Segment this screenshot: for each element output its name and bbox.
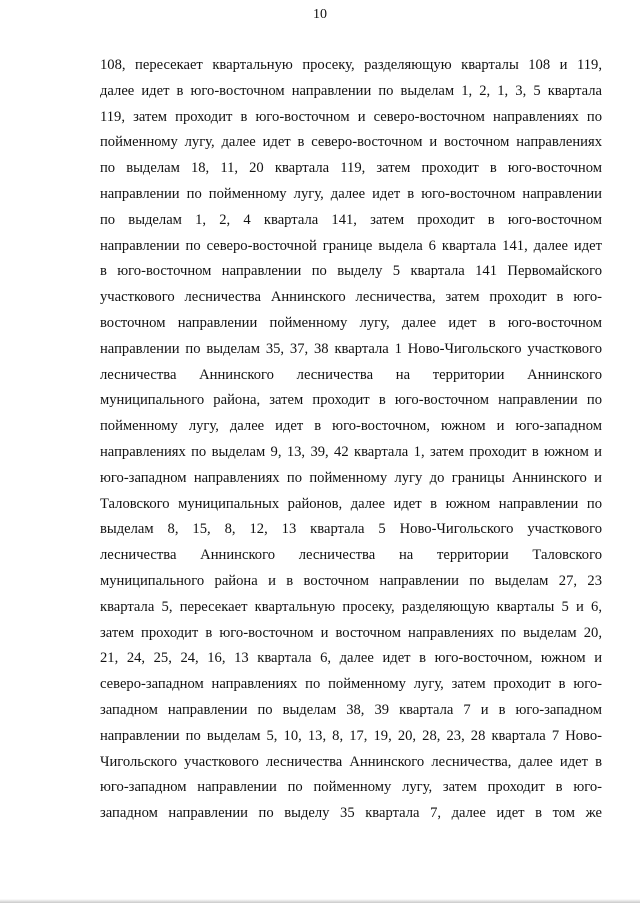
text-line: юго-западном направлении по пойменному лугу, затем проходит в юго- xyxy=(100,779,602,796)
text-line: западном направлении по выделам 38, 39 квартала 7 и в юго-западном xyxy=(100,701,602,718)
text-line: пойменному лугу, далее идет в юго-восточном, южном и юго-западном xyxy=(100,418,602,435)
text-line: 21, 24, 25, 24, 16, 13 квартала 6, далее идет в юго-восточном, южном и xyxy=(100,650,602,667)
text-line: муниципального района, затем проходит в юго-восточном направлении по xyxy=(100,392,602,409)
text-line: лесничества Аннинского лесничества на территории Аннинского xyxy=(100,366,602,383)
text-line: направлении по выделам 35, 37, 38 квартала 1 Ново-Чигольского участкового xyxy=(100,340,602,357)
body-text xyxy=(100,53,602,827)
text-line: Таловского муниципальных районов, далее идет в южном направлении по xyxy=(100,495,602,512)
text-line: северо-западном направлениях по пойменному лугу, затем проходит в юго- xyxy=(100,676,602,693)
text-line: затем проходит в юго-восточном и восточном направлениях по выделам 20, xyxy=(100,624,602,641)
scan-edge-shadow xyxy=(0,899,640,903)
text-line: направлении по северо-восточной границе выдела 6 квартала 141, далее идет xyxy=(100,237,602,254)
text-line: далее идет в юго-восточном направлении по выделам 1, 2, 1, 3, 5 квартала xyxy=(100,82,602,99)
text-line: участкового лесничества Аннинского лесничества, затем проходит в юго- xyxy=(100,289,602,306)
text-line: выделам 8, 15, 8, 12, 13 квартала 5 Ново-Чигольского участкового xyxy=(100,521,602,538)
text-line: направлениях по выделам 9, 13, 39, 42 квартала 1, затем проходит в южном и xyxy=(100,443,602,460)
text-line: муниципального района и в восточном направлении по выделам 27, 23 xyxy=(100,572,602,589)
text-line: направлении по выделам 5, 10, 13, 8, 17, 19, 20, 28, 23, 28 квартала 7 Ново- xyxy=(100,727,602,744)
text-line: лесничества Аннинского лесничества на территории Таловского xyxy=(100,547,602,564)
text-line: западном направлении по выделу 35 квартала 7, далее идет в том же xyxy=(100,805,602,822)
text-line: юго-западном направлениях по пойменному лугу до границы Аннинского и xyxy=(100,469,602,486)
text-line: 119, затем проходит в юго-восточном и северо-восточном направлениях по xyxy=(100,108,602,125)
page-number: 10 xyxy=(313,7,327,22)
text-line: Чигольского участкового лесничества Аннинского лесничества, далее идет в xyxy=(100,753,602,770)
text-line: восточном направлении пойменному лугу, далее идет в юго-восточном xyxy=(100,314,602,331)
text-line: квартала 5, пересекает квартальную просеку, разделяющую кварталы 5 и 6, xyxy=(100,598,602,615)
text-line: направлении по пойменному лугу, далее идет в юго-восточном направлении xyxy=(100,185,602,202)
text-line: по выделам 18, 11, 20 квартала 119, затем проходит в юго-восточном xyxy=(100,160,602,177)
text-line: по выделам 1, 2, 4 квартала 141, затем проходит в юго-восточном xyxy=(100,211,602,228)
text-line: в юго-восточном направлении по выделу 5 квартала 141 Первомайского xyxy=(100,263,602,280)
text-line: пойменному лугу, далее идет в северо-восточном и восточном направлениях xyxy=(100,134,602,151)
text-line: 108, пересекает квартальную просеку, разделяющую кварталы 108 и 119, xyxy=(100,57,602,73)
